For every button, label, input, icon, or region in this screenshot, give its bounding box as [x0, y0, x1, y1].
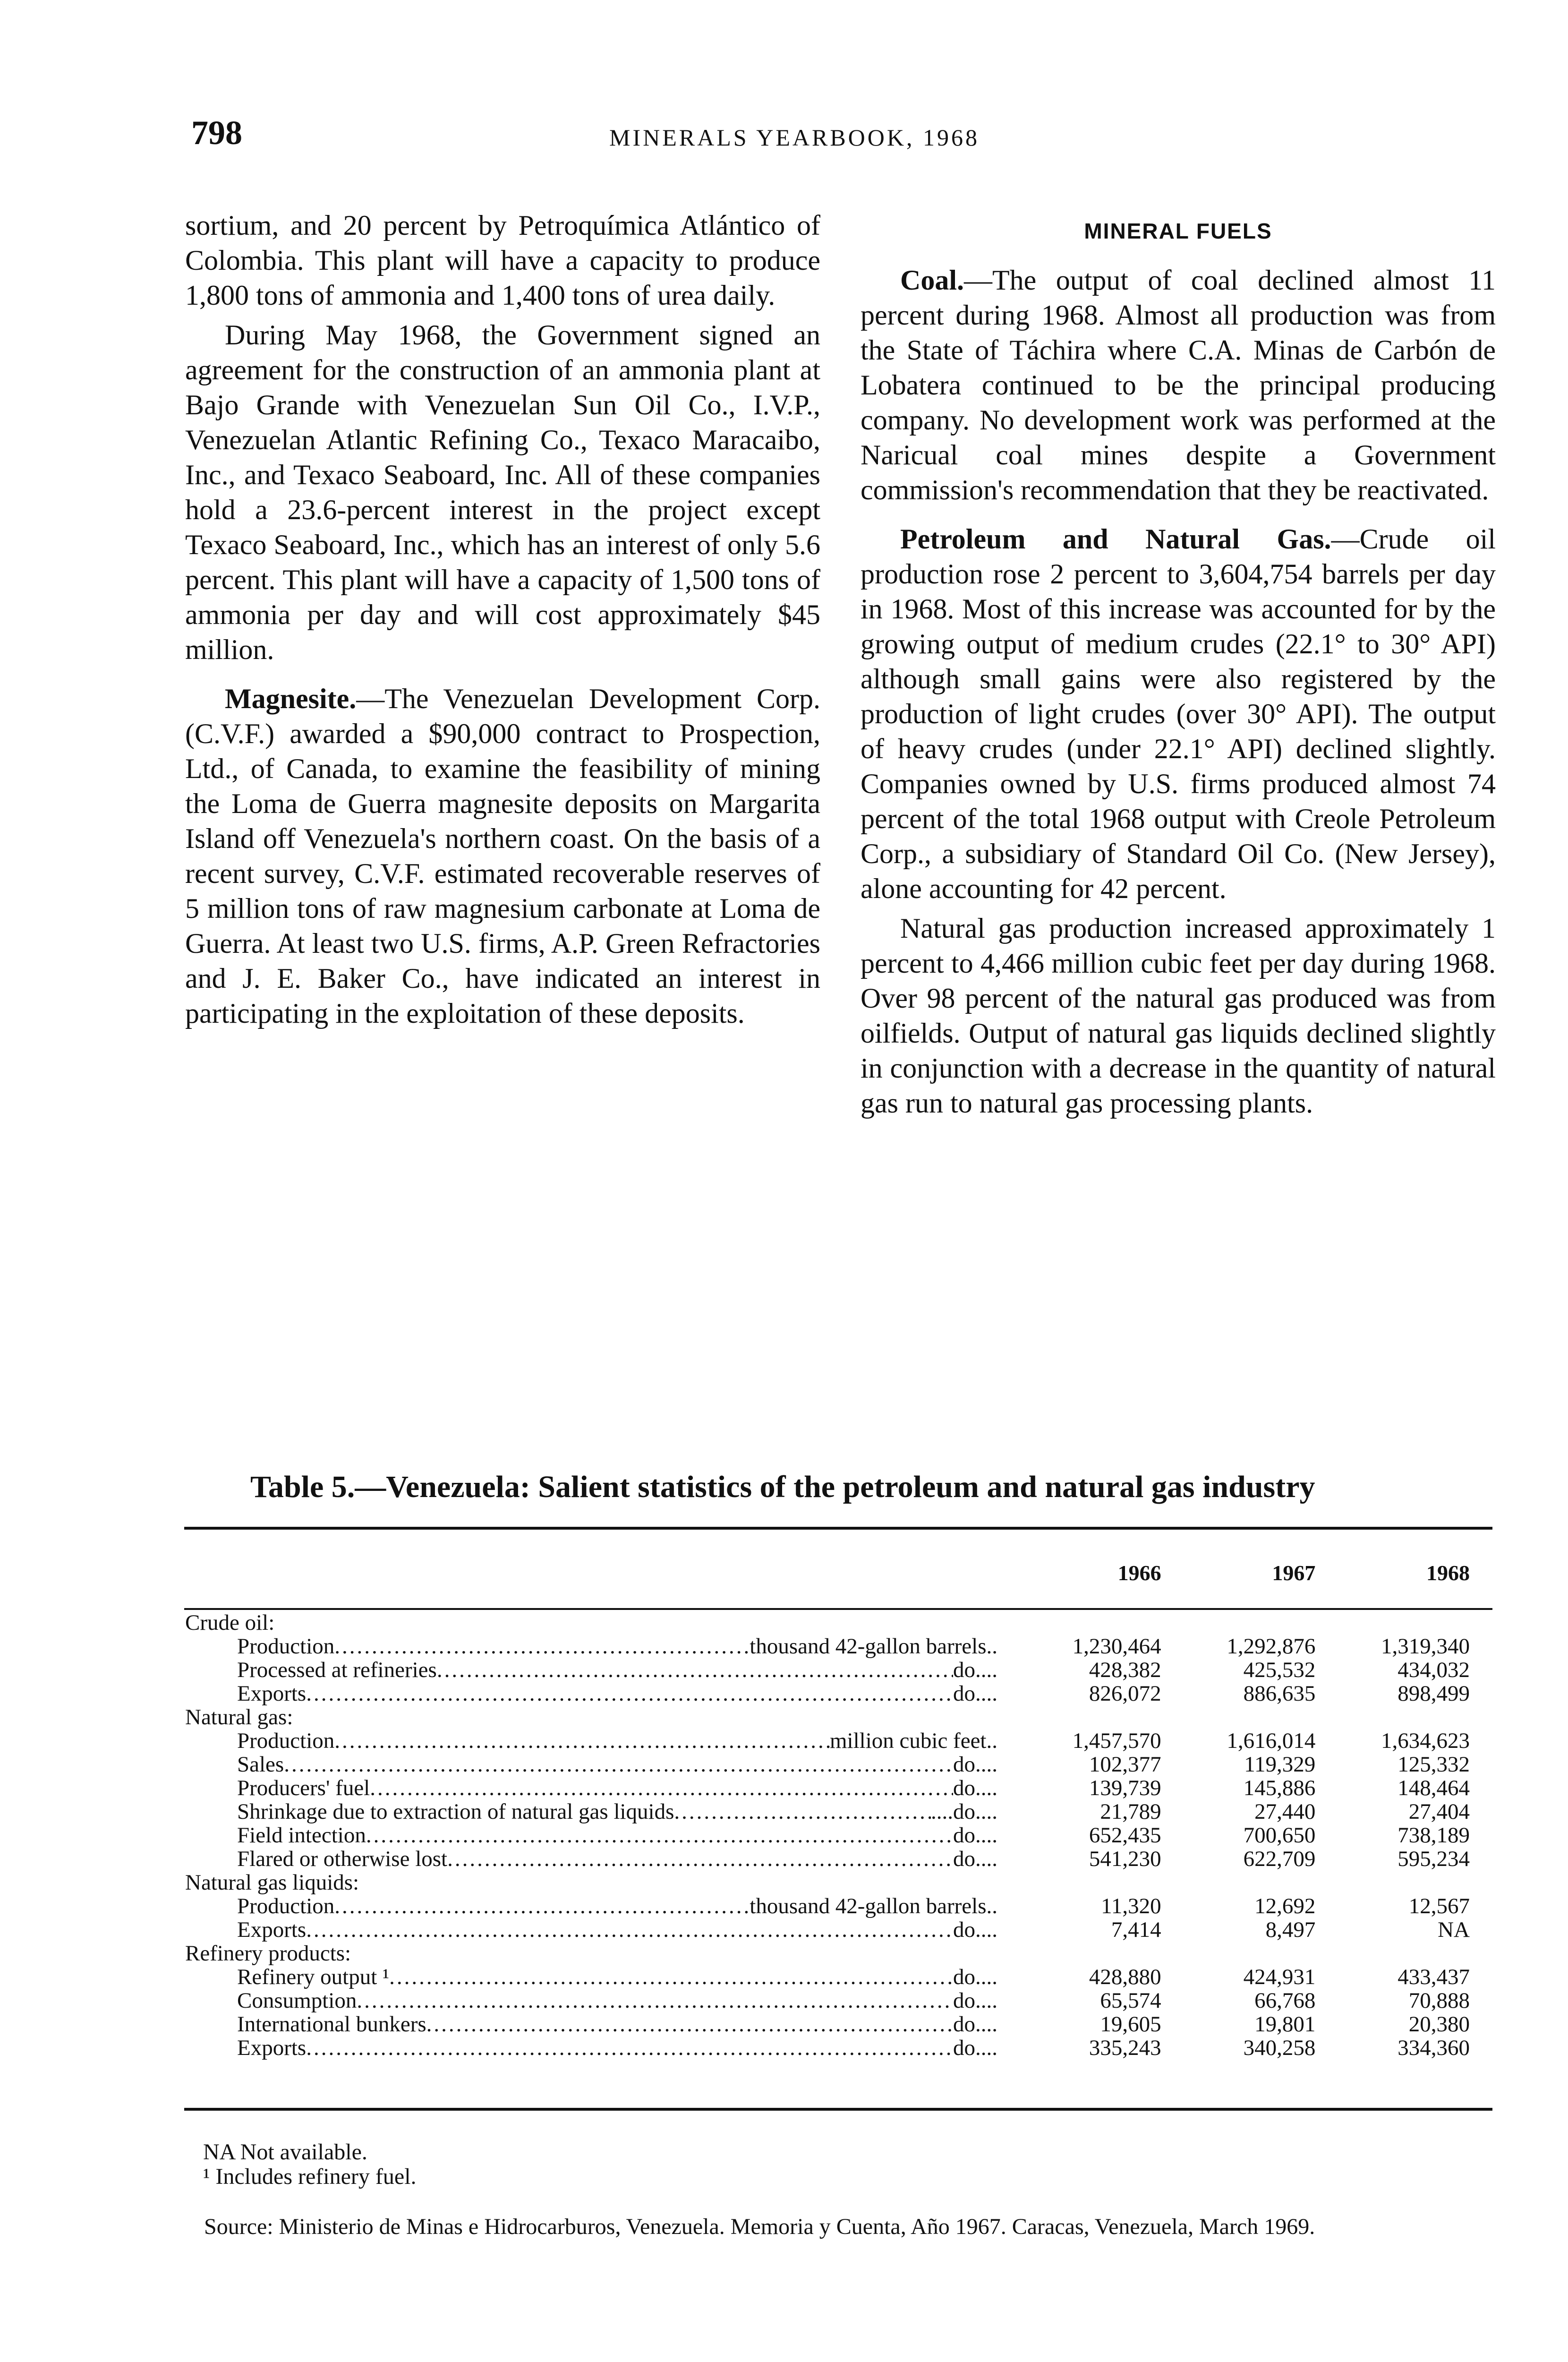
row-leader [237, 1800, 1007, 1823]
row-label: Crude oil: [185, 1611, 275, 1635]
table-row [185, 1965, 1470, 1989]
paragraph-coal [861, 263, 1496, 507]
row-label-text: Processed at refineries [237, 1658, 437, 1682]
running-title: MINERALS YEARBOOK, 1968 [609, 124, 980, 151]
row-unit: do.... [953, 1658, 997, 1682]
table-row [185, 1847, 1470, 1871]
row-label [185, 1918, 1007, 1942]
cell-1968: 738,189 [1398, 1823, 1470, 1848]
row-label [185, 1729, 1007, 1753]
stub-header [185, 1559, 1007, 1611]
cell-1967: 8,497 [1265, 1917, 1316, 1942]
page-number: 798 [191, 114, 242, 152]
row-label [185, 1635, 1007, 1658]
row-label-text: International bunkers [237, 2012, 426, 2036]
row-label [185, 1989, 1007, 2012]
cell-1968: 898,499 [1398, 1681, 1470, 1706]
row-leader [237, 1658, 1007, 1682]
cell-1968: 595,234 [1398, 1847, 1470, 1871]
row-label-text: Exports [237, 1682, 307, 1705]
column-header: 1967 [1272, 1561, 1316, 1585]
table-top-rule [184, 1527, 1492, 1530]
row-label-text: Sales [237, 1753, 284, 1776]
row-unit: do.... [953, 1847, 997, 1871]
leader-dots [370, 1776, 953, 1800]
cell-1967: 1,616,014 [1227, 1729, 1316, 1753]
table-row [185, 1635, 1470, 1658]
row-leader [237, 2012, 1007, 2036]
row-label [185, 2036, 1007, 2060]
leader-dots [357, 1989, 953, 2012]
row-leader [237, 1635, 1007, 1658]
run-in-heading: Petroleum and Natural Gas. [900, 523, 1331, 555]
cell-1966: 541,230 [1089, 1847, 1161, 1871]
table-row [185, 2036, 1470, 2060]
leader-dots [426, 2012, 953, 2036]
cell-1966: 428,880 [1089, 1965, 1161, 1989]
row-label [185, 1800, 1007, 1823]
cell-1967: 340,258 [1243, 2036, 1316, 2060]
table-group-row [185, 1942, 1470, 1965]
row-leader [237, 1894, 1007, 1918]
cell-1966: 11,320 [1101, 1894, 1161, 1918]
table-group-row [185, 1871, 1470, 1894]
row-label-text: Field intection [237, 1823, 366, 1847]
cell-1967: 27,440 [1254, 1799, 1316, 1824]
row-leader [237, 2036, 1007, 2060]
table-row [185, 1753, 1470, 1776]
cell-1967: 1,292,876 [1227, 1634, 1316, 1659]
row-unit: do.... [953, 1753, 997, 1776]
cell-1967: 66,768 [1254, 1988, 1316, 2013]
row-leader [237, 1682, 1007, 1705]
cell-1968: 1,634,623 [1381, 1729, 1470, 1753]
column-header: 1968 [1426, 1561, 1470, 1585]
paragraph: Natural gas production increased approximately 1 percent to 4,466 million cubic feet per day during 1968. Over 98 percent of the natural gas produced was from oilfields. Output of natural gas liquids declined slightly in conjunction with a decrease in the quantity of natural gas run to natural gas processing plants. [861, 913, 1496, 1119]
row-label-text: Production [237, 1635, 335, 1658]
table-row [185, 2012, 1470, 2036]
cell-1966: 65,574 [1100, 1988, 1161, 2013]
row-leader [237, 1776, 1007, 1800]
row-unit: do.... [953, 2036, 997, 2060]
footnote-1: ¹ Includes refinery fuel. [203, 2164, 417, 2189]
row-unit: do.... [953, 1682, 997, 1705]
table-row [185, 1918, 1470, 1942]
row-leader [237, 1823, 1007, 1847]
leader-dots [334, 1729, 830, 1753]
run-in-heading: Coal. [900, 265, 964, 296]
cell-1968: 148,464 [1398, 1776, 1470, 1800]
cell-1968: 125,332 [1398, 1752, 1470, 1777]
paragraph-petroleum [861, 522, 1496, 906]
statistics-table [185, 1559, 1470, 2060]
cell-1966: 139,739 [1089, 1776, 1161, 1800]
row-label-text: Exports [237, 1918, 307, 1942]
cell-1966: 652,435 [1089, 1823, 1161, 1848]
row-unit: ....do.... [931, 1800, 997, 1823]
row-unit: do.... [953, 1965, 997, 1989]
row-label [185, 1658, 1007, 1682]
row-label-text: Consumption [237, 1989, 357, 2012]
table-row [185, 1800, 1470, 1823]
cell-1966: 826,072 [1089, 1681, 1161, 1706]
row-leader [237, 1847, 1007, 1871]
section-heading: MINERAL FUELS [1084, 219, 1272, 243]
row-label [185, 1965, 1007, 1989]
table-row [185, 1776, 1470, 1800]
paragraph-text: —The output of coal declined almost 11 percent during 1968. Almost all production was from the State of Táchira where C.A. Minas de Carbón de Lobatera continued to be the principal producing company. No development work was performed at the Naricual coal mines despite a Government commission's recommendation that they be reactivated. [861, 265, 1496, 505]
leader-dots [334, 1894, 750, 1918]
table-row [185, 1682, 1470, 1705]
cell-1966: 21,789 [1100, 1799, 1161, 1824]
leader-dots [306, 1918, 953, 1942]
cell-1967: 12,692 [1254, 1894, 1316, 1918]
cell-1967: 145,886 [1243, 1776, 1316, 1800]
cell-1968: 70,888 [1408, 1988, 1470, 2013]
footnote-na: NA Not available. [203, 2139, 367, 2165]
cell-1968: 433,437 [1398, 1965, 1470, 1989]
row-unit: thousand 42-gallon barrels.. [750, 1894, 997, 1918]
row-leader [237, 1918, 1007, 1942]
row-unit: do.... [953, 1776, 997, 1800]
cell-1967: 19,801 [1254, 2012, 1316, 2037]
row-label-text: Production [237, 1894, 335, 1918]
cell-1968: 334,360 [1398, 2036, 1470, 2060]
row-unit: do.... [953, 2012, 997, 2036]
cell-1966: 19,605 [1100, 2012, 1161, 2037]
row-unit: do.... [953, 1823, 997, 1847]
cell-1967: 424,931 [1243, 1965, 1316, 1989]
row-unit: do.... [953, 1918, 997, 1942]
cell-1968: 20,380 [1408, 2012, 1470, 2037]
row-label [185, 1776, 1007, 1800]
leader-dots [437, 1658, 953, 1682]
table-body [185, 1611, 1470, 2060]
leader-dots [284, 1753, 953, 1776]
table-row [185, 1989, 1470, 2012]
leader-dots [306, 2036, 953, 2060]
leader-dots [674, 1800, 931, 1823]
paragraph-text: —The Venezuelan Development Corp. (C.V.F.) awarded a $90,000 contract to Prospection, Ltd., of Canada, to examine the feasibility of mining the Loma de Guerra magnesite deposits on Margarita Island off Venezuela's northern coast. On the basis of a recent survey, C.V.F. estimated recoverable reserves of 5 million tons of raw magnesium carbonate at Loma de Guerra. At least two U.S. firms, A.P. Green Refractories and J. E. Baker Co., have indicated an interest in participating in the exploitation of these deposits. [185, 683, 820, 1029]
leader-dots [447, 1847, 953, 1871]
cell-1968: 434,032 [1398, 1658, 1470, 1682]
cell-1966: 102,377 [1089, 1752, 1161, 1777]
row-label [185, 2012, 1007, 2036]
leader-dots [334, 1635, 750, 1658]
column-header: 1966 [1117, 1561, 1161, 1585]
cell-1966: 1,457,570 [1072, 1729, 1161, 1753]
table-row [185, 1658, 1470, 1682]
left-column [185, 208, 820, 1036]
row-label-text: Production [237, 1729, 335, 1753]
table-row [185, 1894, 1470, 1918]
leader-dots [366, 1823, 953, 1847]
cell-1968: 12,567 [1408, 1894, 1470, 1918]
row-leader [237, 1753, 1007, 1776]
run-in-heading: Magnesite. [225, 683, 357, 714]
row-unit: do.... [953, 1989, 997, 2012]
paragraph: During May 1968, the Government signed an agreement for the construction of an ammonia plant at Bajo Grande with Venezuelan Sun Oil Co., I.V.P., Venezuelan Atlantic Refining Co., Texaco Maracaibo, Inc., and Texaco Seaboard, Inc. All of these companies hold a 23.6-percent interest in the project except Texaco Seaboard, Inc., which has an interest of only 5.6 percent. This plant will have a capacity of 1,500 tons of ammonia per day and will cost approximately $45 million. [185, 319, 820, 665]
row-label [185, 1847, 1007, 1871]
cell-1966: 7,414 [1111, 1917, 1161, 1942]
row-label [185, 1753, 1007, 1776]
cell-1968: NA [1438, 1917, 1470, 1942]
row-leader [237, 1729, 1007, 1753]
paragraph-magnesite [185, 681, 820, 1031]
cell-1967: 425,532 [1243, 1658, 1316, 1682]
table-header-row [185, 1559, 1470, 1611]
leader-dots [306, 1682, 953, 1705]
row-label-text: Exports [237, 2036, 307, 2060]
row-label: Natural gas: [185, 1705, 293, 1729]
row-label-text: Flared or otherwise lost [237, 1847, 448, 1871]
cell-1968: 27,404 [1408, 1799, 1470, 1824]
row-label: Natural gas liquids: [185, 1871, 359, 1894]
table-row [185, 1823, 1470, 1847]
paragraph: sortium, and 20 percent by Petroquímica Atlántico of Colombia. This plant will have a capacity to produce 1,800 tons of ammonia and 1,400 tons of urea daily. [185, 210, 820, 311]
cell-1966: 428,382 [1089, 1658, 1161, 1682]
cell-1967: 700,650 [1243, 1823, 1316, 1848]
leader-dots [389, 1965, 953, 1989]
row-label [185, 1682, 1007, 1705]
right-column [861, 208, 1496, 1125]
row-label-text: Shrinkage due to extraction of natural gas liquids [237, 1800, 674, 1823]
row-label-text: Refinery output ¹ [237, 1965, 390, 1989]
cell-1967: 119,329 [1244, 1752, 1316, 1777]
paragraph-text: —Crude oil production rose 2 percent to 3,604,754 barrels per day in 1968. Most of this increase was accounted for by the growing output of medium crudes (22.1° to 30° API) although small gains were also registered by the production of light crudes (over 30° API). The output of heavy crudes (under 22.1° API) declined slightly. Companies owned by U.S. firms produced almost 74 percent of the total 1968 output with Creole Petroleum Corp., a subsidiary of Standard Oil Co. (New Jersey), alone accounting for 42 percent. [861, 523, 1496, 904]
row-label [185, 1894, 1007, 1918]
row-label [185, 1823, 1007, 1847]
row-unit: million cubic feet.. [829, 1729, 997, 1753]
row-unit: thousand 42-gallon barrels.. [750, 1635, 997, 1658]
cell-1967: 622,709 [1243, 1847, 1316, 1871]
table-bottom-rule [184, 2108, 1492, 2111]
table-group-row [185, 1705, 1470, 1729]
cell-1966: 335,243 [1089, 2036, 1161, 2060]
row-label-text: Producers' fuel [237, 1776, 370, 1800]
table-group-row [185, 1611, 1470, 1635]
row-leader [237, 1965, 1007, 1989]
table-title: Table 5.—Venezuela: Salient statistics of the petroleum and natural gas industry [250, 1470, 1315, 1504]
table-row [185, 1729, 1470, 1753]
row-leader [237, 1989, 1007, 2012]
table-source: Source: Ministerio de Minas e Hidrocarburos, Venezuela. Memoria y Cuenta, Año 1967. Caracas, Venezuela, March 1969. [204, 2214, 1315, 2239]
cell-1968: 1,319,340 [1381, 1634, 1470, 1659]
cell-1966: 1,230,464 [1072, 1634, 1161, 1659]
row-label: Refinery products: [185, 1942, 351, 1965]
cell-1967: 886,635 [1243, 1681, 1316, 1706]
